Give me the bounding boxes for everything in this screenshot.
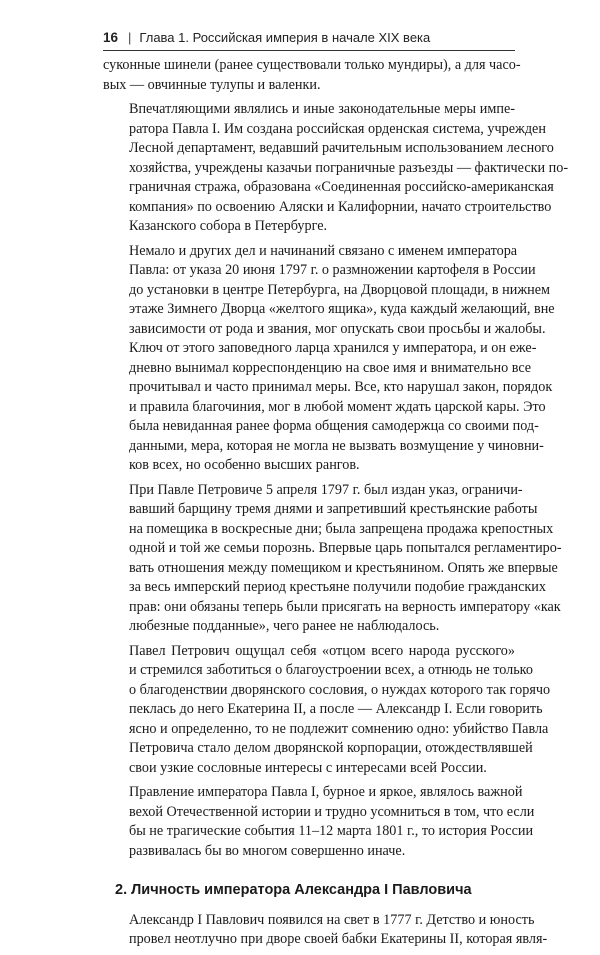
- text-line: провел неотлучно при дворе своей бабки Екатерины II, которая явля-: [129, 931, 548, 947]
- text-line: была невиданная ранее форма общения самодержца со своими под-: [129, 418, 539, 434]
- text-line: за весь имперский период крестьяне получили подобие гражданских: [129, 579, 546, 595]
- text-line: данными, мера, которая не могла не вызвать возмущение у чиновни-: [129, 437, 544, 454]
- text-line: ясно и определенно, то не подлежит сомнению одно: убийство Павла: [129, 720, 549, 737]
- text-line: бы не трагические события 11–12 марта 1801 г., то история России: [129, 823, 534, 839]
- text-line: Немало и других дел и начинаний связано с именем императора: [129, 242, 518, 259]
- section-heading: 2. Личность императора Александра I Павловича: [115, 882, 472, 898]
- text-line: Александр I Павлович появился на свет в 1777 г. Детство и юность: [129, 911, 535, 928]
- chapter-title: Глава 1. Российская империя в начале XIX века: [139, 30, 431, 45]
- text-line: Петровича стало делом дворянской корпорации, отождествлявшей: [129, 740, 533, 756]
- text-line: Павла: от указа 20 июня 1797 г. о размножении картофеля в России: [129, 262, 536, 278]
- text-line: суконные шинели (ранее существовали только мундиры), а для часо-: [103, 57, 521, 73]
- paragraph: [103, 56, 521, 95]
- running-header: [103, 30, 513, 45]
- text-line: о благоденствии дворянского сословия, о нуждах которого так горячо: [129, 681, 551, 698]
- text-line: вехой Отечественной истории и трудно усомниться в том, что если: [129, 803, 535, 820]
- text-line: Лесной департамент, ведавший рачительным использованием лесного: [129, 140, 554, 156]
- text-line: свои узкие сословные интересы с интересами всей России.: [129, 759, 487, 776]
- text-line: прав: они обязаны теперь были присягать на верность императору «как: [129, 598, 561, 615]
- text-line: хозяйства, учреждены казачьи пограничные разъезды — фактически по-: [129, 159, 569, 176]
- text-line: вых — овчинные тулупы и валенки.: [103, 76, 321, 93]
- text-line: Впечатляющими являлись и иные законодательные меры импе-: [129, 101, 515, 117]
- text-line: граничная стража, образована «Соединенная российско-американская: [129, 179, 554, 195]
- header-rule: [103, 50, 515, 51]
- text-line: компания» по освоению Аляски и Калифорнии, начато строительство: [129, 198, 552, 215]
- text-line: ков всех, но особенно высших рангов.: [129, 457, 360, 473]
- text-line: на помещика в воскресные дни; была запрещена продажа крепостных: [129, 520, 554, 537]
- text-line: развивалась бы во многом совершенно иначе.: [129, 842, 406, 859]
- text-line: пеклась до него Екатерина II, а после — Александр I. Если говорить: [129, 701, 543, 717]
- text-line: Казанского собора в Петербурге.: [129, 218, 328, 234]
- paragraph: [103, 100, 569, 237]
- text-line: прочитывал и часто принимал меры. Все, кто нарушал закон, порядок: [129, 379, 553, 395]
- text-line: до установки в центре Петербурга, на Дворцовой площади, в нижнем: [129, 281, 551, 298]
- text-line: вать отношения между помещиком и крестьянином. Опять же впервые: [129, 559, 558, 576]
- paragraph: [103, 242, 555, 476]
- text-line: зависимости от рода и звания, мог опускать свои просьбы и жалобы.: [129, 320, 546, 337]
- text-line: любезные подданные», чего ранее не наблюдалось.: [129, 618, 440, 634]
- text-line: одной и той же семьи порознь. Впервые царь попытался регламентиро-: [129, 540, 562, 556]
- paragraph: [103, 783, 535, 861]
- text-line: Правление императора Павла I, бурное и яркое, являлось важной: [129, 784, 523, 800]
- text-line: При Павле Петровиче 5 апреля 1797 г. был издан указ, ограничи-: [129, 481, 523, 498]
- text-line: Павел Петрович ощущал себя «отцом всего народа русского»: [129, 642, 515, 659]
- body-text: [103, 56, 569, 955]
- paragraph: [103, 642, 551, 779]
- text-line: Ключ от этого заповедного ларца хранился у императора, и он еже-: [129, 340, 537, 356]
- paragraph: [103, 481, 562, 637]
- text-line: вавший барщину тремя днями и запретивший крестьянские работы: [129, 501, 538, 517]
- text-line: этаже Зимнего Дворца «желтого ящика», куда каждый желающий, вне: [129, 301, 555, 317]
- page-number: 16: [103, 30, 119, 45]
- text-line: дневно вынимал корреспонденцию на свое имя и внимательно все: [129, 359, 532, 376]
- text-line: ратора Павла I. Им создана российская орденская система, учрежден: [129, 120, 546, 137]
- text-line: и стремился заботиться о благоустроении всех, а отнюдь не только: [129, 662, 533, 678]
- header-separator: |: [128, 30, 132, 45]
- paragraph: [103, 911, 548, 950]
- text-line: и правила благочиния, мог в любой момент ждать царской кары. Это: [129, 398, 546, 415]
